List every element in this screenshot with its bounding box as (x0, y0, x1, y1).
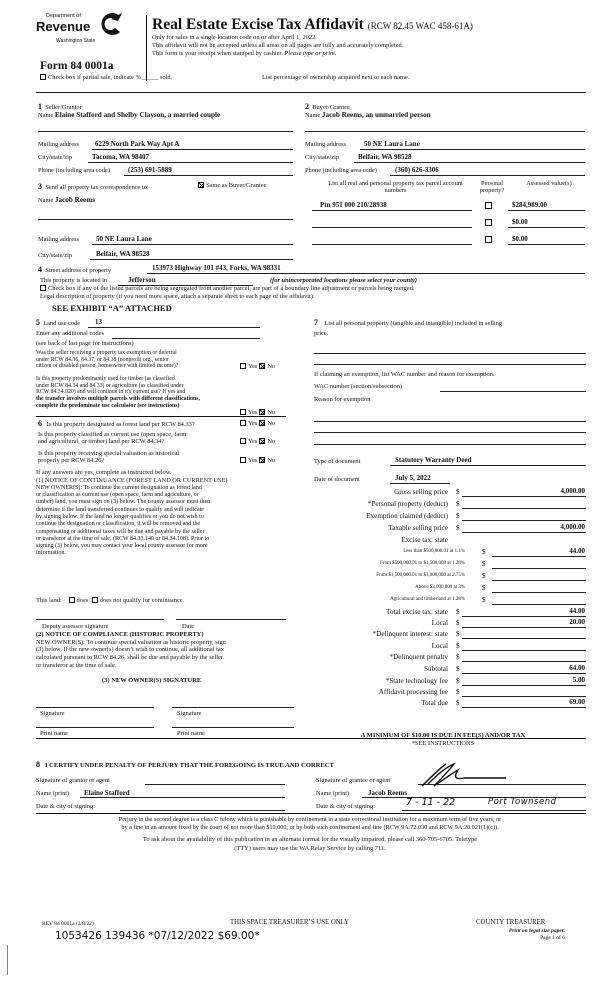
buyer-heading: 2 Buyer/Grantee (305, 102, 350, 111)
see-instructions: *SEE INSTRUCTIONS (411, 740, 475, 747)
line (88, 162, 293, 163)
line (124, 175, 293, 176)
buyer-mailing-label: Mailing address (305, 141, 346, 148)
grantee-name-value[interactable]: Jacob Reems (368, 789, 408, 797)
tax-row-label: Local (431, 619, 448, 627)
additional-codes-label: Enter any additional codes (36, 330, 104, 337)
tax-row-label: Total excise tax: state (386, 608, 448, 616)
parcel-numbers-header: List all real and personal property tax parcel account numbers (328, 180, 463, 195)
exemption-question: Was the seller receiving a property tax exemption or deferral under RCW 84.36, 84.37, or 84.38 (nonprofit org., senior citizen or disabled person, homeowner with limited income)? (36, 350, 179, 370)
buyer-name-line (305, 131, 585, 132)
tax-row-value: 44.00 (569, 607, 585, 615)
dollar-sign: $ (456, 512, 460, 520)
county-note: (for unincorporated locations please select your county) (270, 277, 417, 284)
reason-line[interactable] (314, 421, 586, 422)
additional-codes-input[interactable] (112, 338, 260, 339)
dollar-sign: $ (456, 699, 460, 707)
line (88, 327, 260, 328)
line (312, 227, 472, 228)
edge-mark (7, 945, 8, 975)
treasurer-use-label: THIS SPACE TREASURER’S USE ONLY (230, 919, 350, 926)
tax-row-input[interactable] (492, 556, 586, 557)
grantor-name-label: Name (print) (36, 790, 70, 797)
tax-row-label: *Delinquent interest: state (372, 630, 448, 638)
tax-row-label: Above $3,000,000 at 3% (415, 585, 465, 590)
buyer-city-label: City/state/zip (305, 154, 340, 161)
form-title: Real Estate Excise Tax Affidavit (RCW 82.45 WAC 458-61A) (152, 16, 473, 33)
grantee-date-label: Date & city of signing: (316, 803, 375, 810)
buyer-mailing-value[interactable]: 50 NE Laura Lane (364, 140, 420, 148)
forest-question: 6 Is this property designated as forest land per RCW 84.33? (38, 419, 195, 428)
seller-phone-label: Phone (including area code) (38, 167, 110, 174)
line (390, 175, 585, 176)
deputy-date-line[interactable] (176, 619, 286, 620)
tax-row-value: 4,000.00 (560, 523, 585, 531)
divider (36, 416, 286, 417)
perjury-line-2: by a fine in an amount fixed by the court of not more than $10,000, or by both such confinement and fine (RCW 9A.72.030 and RCW 9A.20.021(1)(c)). (121, 824, 499, 831)
tax-row-value: 64.00 (569, 664, 585, 672)
grantee-signature-icon[interactable] (418, 762, 508, 788)
line (508, 244, 585, 245)
print-name-label: Print name (177, 730, 205, 737)
line (354, 162, 585, 163)
tax-row-input[interactable] (492, 568, 586, 569)
notice-compliance: (2) NOTICE OF COMPLIANCE (HISTORIC PROPERTY) NEW OWNER(S): To continue special valuation as historic property, sign (3) below. If the new owner(s) doesn’t wish to continue, all additional tax calculated pursuant to RCW 84.26, shall be due and payable by the seller or transferor at the time of sale. (36, 631, 226, 669)
header-line-2: This affidavit will not be accepted unless all areas on all pages are fully and accurately completed. (152, 42, 404, 49)
tax-row-label: Affidavit processing fee (378, 688, 448, 696)
county-treasurer-label: COUNTY TREASURER (476, 919, 546, 926)
corr-mailing-value[interactable]: 50 NE Laura Lane (96, 235, 152, 243)
line (508, 227, 585, 228)
tax-row-input[interactable] (462, 532, 586, 533)
owner-signature-line[interactable] (172, 707, 294, 708)
correspondence-name-field[interactable]: Name Jacob Reems (38, 196, 95, 204)
tax-row-input[interactable] (462, 650, 586, 651)
tax-row-input[interactable] (492, 604, 586, 605)
receipt-stamp: 1053426 139436 *07/12/2022 $69.00* (55, 930, 260, 942)
dollar-sign: $ (482, 548, 486, 556)
line (312, 210, 472, 211)
seller-name-field[interactable]: Name Elaine Stafford and Shelby Clayson, a married couple (38, 111, 221, 119)
wac-input[interactable] (440, 391, 586, 392)
tax-row-input[interactable] (462, 685, 586, 686)
doc-type-label: Type of document (314, 458, 361, 465)
signature-label: Signature (177, 710, 202, 717)
dollar-sign: $ (482, 584, 486, 592)
assessed-value-header: Assessed value(s) (526, 180, 572, 187)
line (508, 210, 585, 211)
grantor-date-line[interactable] (120, 810, 285, 811)
tax-row-input[interactable] (492, 592, 586, 593)
tax-row-value: 4,000.00 (560, 487, 585, 495)
legal-label: Legal description of property (if you need more space, attach a separate sheet to each page of the affidavit). (40, 293, 315, 300)
seller-phone-value[interactable]: (253) 691-5889 (128, 166, 172, 174)
personal-property-line[interactable] (314, 364, 586, 365)
tax-row-label: From $1,500,000.01 to $3,000,000 at 2.75% (376, 573, 465, 578)
minimum-due-note: A MINIMUM OF $10.00 IS DUE IN FEE(S) AND/OR TAX (360, 732, 526, 739)
legal-description[interactable]: SEE EXHIBIT “A” ATTACHED (52, 303, 172, 313)
if-yes-note: If any answers are yes, complete as instructed below. (36, 469, 172, 476)
divider (36, 92, 586, 93)
deputy-date-label: Date (182, 623, 195, 630)
tax-row-input[interactable] (462, 520, 586, 521)
land-use-value[interactable]: 13 (95, 318, 102, 326)
reason-line[interactable] (314, 444, 586, 445)
tax-row-input[interactable] (462, 616, 586, 617)
line (92, 149, 293, 150)
header-line-3: This form is your receipt when stamped by cashier. Please type or print. (152, 50, 337, 57)
signature-label: Signature (40, 710, 65, 717)
personal-property-checkbox[interactable] (485, 236, 492, 243)
tax-row-label: Total due (421, 699, 448, 707)
street-value[interactable]: 153973 Highway 101 #43, Forks, WA 98331 (152, 264, 281, 272)
buyer-phone-label: Phone (including area code) (305, 167, 377, 174)
dept-label: Department of (46, 13, 81, 19)
doc-date-label: Date of document (314, 476, 360, 483)
personal-property-line[interactable] (314, 353, 586, 354)
line (90, 259, 293, 260)
line (360, 149, 585, 150)
personal-property-checkbox[interactable] (485, 219, 492, 226)
doc-date-value[interactable]: July 5, 2022 (395, 474, 431, 482)
tax-row-label: Agricultural and timberland at 1.28% (390, 597, 465, 602)
personal-property-label: 7 List all personal property (tangible and intangible) included in selling (314, 318, 503, 327)
dollar-sign: $ (482, 596, 486, 604)
dollar-sign: $ (456, 608, 460, 616)
continuance-checkboxes[interactable]: This land: does does not qualify for continuance. (36, 597, 185, 604)
partial-sale-checkbox[interactable]: Check box if partial sale, indicate % _____ sold. (38, 74, 172, 81)
owner-signature-line[interactable] (36, 707, 154, 708)
accessibility-line-2: (TTY) users may use the WA Relay Service by calling 711. (234, 845, 386, 852)
line (390, 465, 586, 466)
street-label: 4 Street address of property (38, 265, 112, 274)
accessibility-line-1: To ask about the availability of this publication in an alternate format for the visually impaired, please call 360-705-6705. Teletype (142, 836, 478, 843)
grantee-sig-label: Signature of grantee or agent (316, 777, 391, 784)
same-as-buyer-checkbox[interactable]: Same as Buyer/Grantee (196, 182, 266, 189)
header-line-1: Only for sales in a single location code on or after April 1, 2022. (152, 34, 317, 41)
county-value[interactable]: Jefferson (128, 276, 156, 284)
state-label: Washington State (56, 38, 96, 44)
line (80, 797, 285, 798)
personal-property-label-2: price. (314, 330, 329, 337)
dollar-sign: $ (456, 653, 460, 661)
tax-row-input[interactable] (462, 661, 586, 662)
perjury-line-1: Perjury in the second degree is a class C felony which is punishable by confinement in a state correctional institution for a maximum term of five years, or (118, 816, 502, 823)
line (38, 219, 293, 220)
tax-row-input[interactable] (462, 696, 586, 697)
corr-mailing-label: Mailing address (38, 236, 79, 243)
dollar-sign: $ (456, 619, 460, 627)
assessed-value[interactable]: $0.00 (512, 235, 528, 243)
seller-city-value[interactable]: Tacoma, WA 98407 (92, 153, 149, 161)
tax-row-label: Less than $500,000.01 at 1.1% (403, 549, 465, 554)
current-use-question: Is this property classified as current use (open space, farm and agricultural, or timber) land per RCW 84.34? (38, 431, 187, 446)
historical-question: Is this property receiving special valuation as historical property per RCW 84.26? (38, 450, 180, 465)
current-use-yes-no[interactable]: Yes No (238, 438, 275, 445)
tax-row-label: Local (431, 642, 448, 650)
assessed-value[interactable]: $0.00 (512, 218, 528, 226)
tax-row-input[interactable] (462, 508, 586, 509)
grantee-date-handwritten[interactable]: 7 - 11 - 22 (406, 797, 456, 808)
ownership-note: List percentage of ownership acquired next to each name. (262, 74, 410, 81)
dollar-sign: $ (456, 500, 460, 508)
personal-property-checkbox[interactable] (485, 202, 492, 209)
notice-continuance: (1) NOTICE OF CONTINUANCE (FOREST LAND OR CURRENT USE) NEW OWNER(S): To continue the current designation as forest land or classification as current use (open space, farm and agriculture, or timber) land, you must sign on (3) below. The county assessor must then determine if the land transferred continues to qualify and will indicate by signing below. If the land no longer qualifies or you do not wish to continue the designation or classification, it will be removed and the compensating or additional taxes will be due and payable by the seller or transferor at the time of sale. (RCW 84.33.140 or 84.34.108). Prior to signing (3) below, you may contact your local county assessor for more information. (36, 477, 228, 557)
print-name-line[interactable] (36, 727, 154, 728)
exemption-note: If claiming an exemption, list WAC number and reason for exemption. (314, 371, 495, 378)
doc-type-value[interactable]: Statutory Warranty Deed (395, 456, 472, 464)
tax-row-input[interactable] (462, 627, 586, 628)
corr-city-value[interactable]: Belfair, WA 98528 (96, 250, 150, 258)
dollar-sign: $ (482, 560, 486, 568)
rev-number: REV 84 0001a (3/8/22) (42, 921, 94, 927)
page-number: Page 1 of 6 (540, 935, 565, 941)
dollar-sign: $ (456, 524, 460, 532)
tax-row-input[interactable] (462, 496, 586, 497)
revenue-logo-text: Revenue (36, 19, 91, 34)
buyer-phone-value[interactable]: (360) 626-3306 (395, 166, 439, 174)
tax-row-value: 5.00 (572, 676, 585, 684)
form-number: Form 84 0001a (40, 60, 114, 72)
dollar-sign: $ (456, 677, 460, 685)
tax-row-label: From $500,000.01 to $1,500,000 at 1.28% (380, 561, 465, 566)
tax-row-label: Gross selling price (394, 488, 448, 496)
divider (36, 813, 586, 814)
tax-row-label: *State technology fee (385, 677, 448, 685)
line (92, 244, 293, 245)
grantor-name-value[interactable]: Elaine Stafford (84, 789, 130, 797)
located-label: This property is located in (40, 277, 108, 284)
header-divider (146, 15, 147, 81)
tax-row-input[interactable] (462, 638, 586, 639)
tax-row-input[interactable] (462, 673, 586, 674)
tax-row-label: Subtotal (424, 665, 448, 673)
buyer-city-value[interactable]: Belfair, WA 98528 (358, 153, 412, 161)
grantor-sig-label: Signature of grantor or agent (36, 777, 110, 784)
grantor-date-label: Date & city of signing: (36, 803, 95, 810)
certify-statement: 8 I CERTIFY UNDER PENALTY OF PERJURY THAT THE FOREGOING IS TRUE AND CORRECT (36, 760, 334, 769)
historical-yes-no[interactable]: Yes No (238, 457, 275, 464)
correspondence-label: 3 Send all property tax correspondence to: (38, 182, 149, 191)
line (147, 273, 585, 274)
buyer-name-field[interactable]: Name Jacob Reems, an unmarried person (305, 111, 431, 119)
dollar-sign: $ (456, 642, 460, 650)
grantor-signature-line[interactable] (145, 784, 285, 785)
tax-row-input[interactable] (492, 580, 586, 581)
seller-mailing-label: Mailing address (38, 141, 79, 148)
dollar-sign: $ (456, 688, 460, 696)
dollar-sign: $ (456, 488, 460, 496)
wac-label: WAC number (section/subsection) (314, 383, 403, 390)
tax-row-label: Exemption claimed (deduct) (366, 512, 448, 520)
personal-property-header: Personal property? (479, 180, 505, 195)
reason-line[interactable] (314, 432, 586, 433)
seller-name-line (38, 131, 293, 132)
owner-signature-title: (3) NEW OWNER(S) SIGNATURE (102, 677, 202, 684)
dollar-sign: $ (482, 572, 486, 580)
see-back-note: (see back of last page for instructions) (36, 340, 134, 347)
tax-row-label: *Delinquent penalty (389, 653, 448, 661)
timber-question: Is this property predominantly used for timber (as classified under RCW 84.34 and 84.33) or agriculture (as classified under RCW 84.34.020) and will continue in it's current use? If yes and the transfer involves multiple parcels with different classifications, complete the predominate use calculator (see instructions) (36, 376, 200, 409)
legal-paper-note: Print on legal size paper. (508, 928, 565, 934)
deputy-signature-line[interactable] (36, 619, 164, 620)
tax-row-value: 44.00 (569, 547, 585, 555)
print-name-label: Print name (40, 730, 68, 737)
exemption-yes-no[interactable]: Yes No (238, 363, 275, 370)
line (312, 244, 472, 245)
timber-yes-no[interactable]: Yes No (238, 409, 275, 416)
corr-city-label: City/state/zip (38, 252, 73, 259)
segregated-checkbox[interactable]: Check box if any of the listed parcels are being segregated from another parcel, are part of a boundary line adjustment or parcels being merged. (38, 285, 415, 292)
print-name-line[interactable] (172, 727, 294, 728)
dor-logo-icon (98, 11, 124, 37)
tax-row-value: 20.00 (569, 618, 585, 626)
tax-row-value: 69.00 (569, 698, 585, 706)
reason-label: Reason for exemption (314, 396, 371, 403)
tax-row-label: *Personal property (deduct) (367, 500, 448, 508)
grantee-city-handwritten[interactable]: Port Townsend (488, 797, 557, 807)
tax-row-label: Excise tax: state (401, 536, 448, 544)
assessed-value[interactable]: $284,989.00 (512, 201, 547, 209)
seller-city-label: City/state/zip (38, 154, 73, 161)
dollar-sign: $ (456, 665, 460, 673)
dollar-sign: $ (456, 630, 460, 638)
land-use-label: 5 Land use code (36, 318, 81, 327)
forest-yes-no[interactable]: Yes No (238, 420, 275, 427)
line (402, 810, 586, 811)
grantee-name-label: Name (print) (316, 790, 350, 797)
seller-mailing-value[interactable]: 6229 North Park Way Apt A (95, 140, 180, 148)
parcel-number[interactable]: Ptn 951 000 210/28938 (320, 201, 387, 209)
deputy-signature-label: Deputy assessor signature (42, 623, 109, 630)
tax-row-label: Taxable selling price (388, 524, 448, 532)
seller-heading: 1 Seller/Grantor (38, 102, 82, 111)
tax-row-input[interactable] (462, 707, 586, 708)
line (390, 483, 450, 484)
